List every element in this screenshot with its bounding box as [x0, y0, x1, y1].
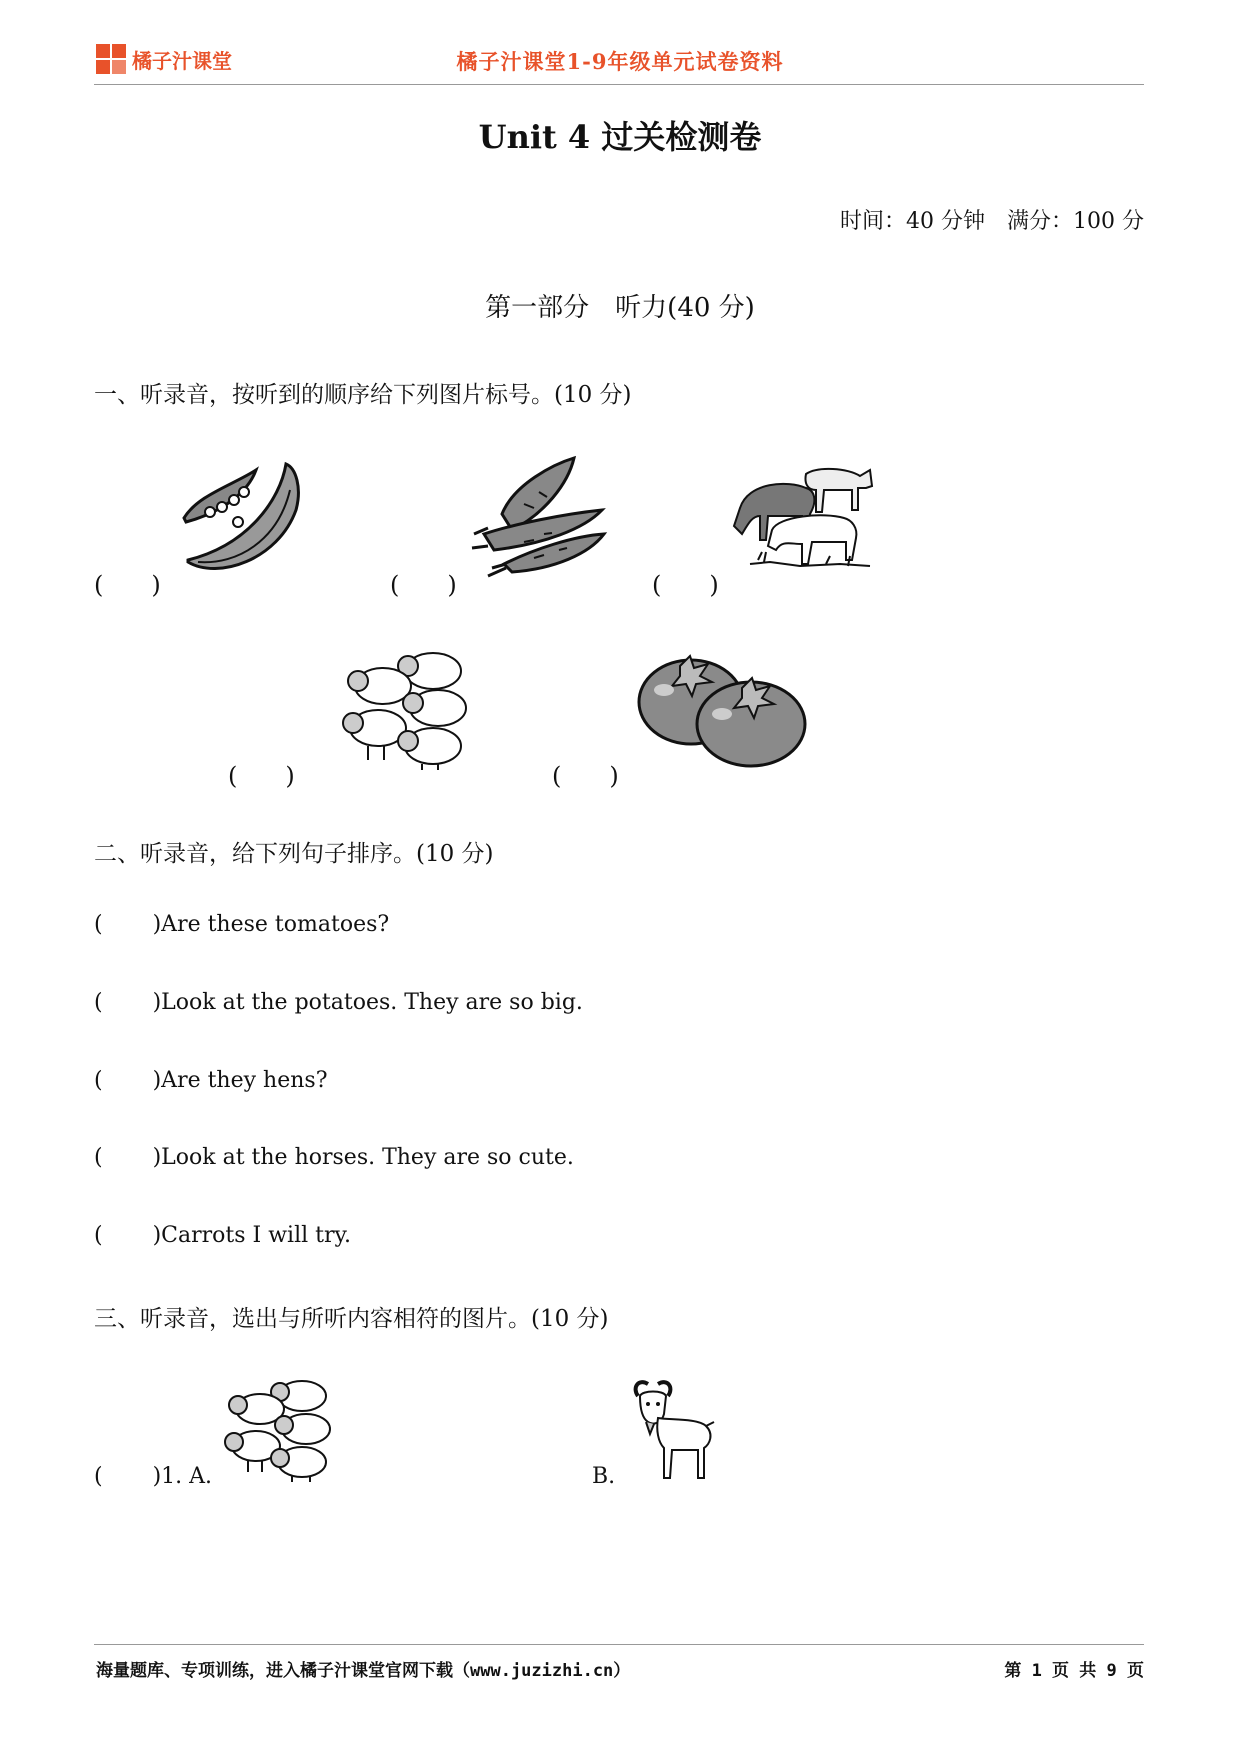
brand-name: 橘子汁课堂: [132, 48, 232, 73]
answer-bracket-2[interactable]: ( ): [390, 571, 457, 599]
sheep-option-a-icon: [220, 1374, 340, 1484]
tomatoes-icon: [636, 654, 808, 769]
section-3-heading: 三、听录音，选出与所听内容相符的图片。(10 分): [94, 1306, 609, 1332]
footer-divider: [94, 1644, 1144, 1645]
option-b-label[interactable]: B.: [592, 1464, 616, 1489]
section-1-heading: 一、听录音，按听到的顺序给下列图片标号。(10 分): [94, 382, 632, 408]
answer-bracket-1[interactable]: ( ): [94, 571, 161, 599]
sentence-text: )Are they hens?: [152, 1068, 328, 1093]
sentence-text: )Look at the potatoes. They are so big.: [152, 990, 583, 1015]
sentence-text: )Look at the horses. They are so cute.: [152, 1145, 574, 1170]
section-2-heading: 二、听录音，给下列句子排序。(10 分): [94, 841, 494, 867]
answer-bracket-5[interactable]: ( ): [552, 762, 619, 790]
sentence-item[interactable]: [94, 1223, 351, 1248]
open-paren: (: [94, 990, 103, 1015]
open-paren: (: [94, 912, 103, 937]
carrots-icon: [464, 454, 614, 579]
question-1-open-paren: (: [94, 1464, 103, 1489]
question-1-label: )1. A.: [152, 1464, 213, 1489]
open-paren: (: [94, 1068, 103, 1093]
sentence-item[interactable]: [94, 1068, 328, 1093]
sentence-text: )Carrots I will try.: [152, 1223, 352, 1248]
page-number: 第 1 页 共 9 页: [1004, 1661, 1144, 1681]
sentence-item[interactable]: [94, 1145, 574, 1170]
question-1[interactable]: [94, 1464, 212, 1489]
sentence-item[interactable]: [94, 990, 583, 1015]
sentence-item[interactable]: [94, 912, 389, 937]
open-paren: (: [94, 1223, 103, 1248]
sheep-icon: [338, 646, 478, 771]
answer-bracket-4[interactable]: ( ): [228, 762, 295, 790]
exam-meta: 时间：40 分钟 满分：100 分: [840, 209, 1144, 234]
header-title: 橘子汁课堂1-9年级单元试卷资料: [456, 49, 784, 74]
header-divider: [94, 84, 1144, 85]
sentence-text: )Are these tomatoes?: [152, 912, 390, 937]
page-title: Unit 4 过关检测卷: [478, 118, 762, 156]
answer-bracket-3[interactable]: ( ): [652, 571, 719, 599]
footer-promo: 海量题库、专项训练，进入橘子汁课堂官网下载（www.juzizhi.cn）: [96, 1661, 631, 1681]
open-paren: (: [94, 1145, 103, 1170]
goat-option-b-icon: [628, 1378, 718, 1483]
part-title: 第一部分 听力(40 分): [485, 293, 755, 323]
pea-pods-icon: [178, 460, 308, 585]
horses-icon: [728, 460, 878, 580]
